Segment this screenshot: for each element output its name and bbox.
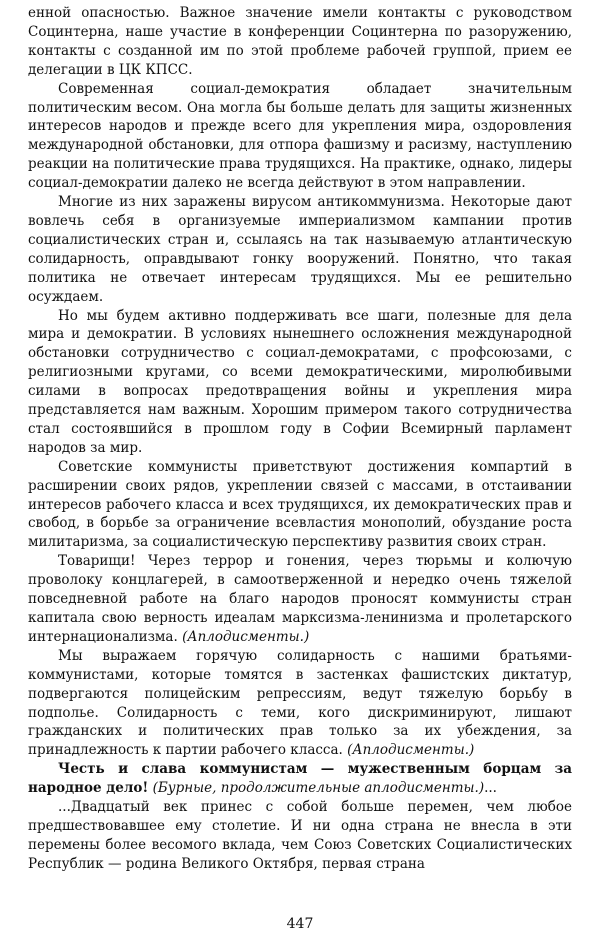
paragraph-text: Мы выражаем горячую солидарность с нашими братьями-коммунистами, которые томятся в застенках фашистских диктатур, подвергаются полицейским репрессиям, ведут тяжелую борьбу в подполье. Солидарность с теми, кого дискриминируют, лишают гражданских и политических прав только за их убеждения, за принадлежность к партии рабочего класса.	[28, 647, 572, 759]
paragraph-text: Товарищи! Через террор и гонения, через тюрьмы и колючую проволоку концлагерей, в самоотверженной и нередко очень тяжелой повседневной работе на благо народов проносят коммунисты стран капитала свою верность идеалам марксизма-ленинизма и пролетарского интернационализма.	[28, 553, 572, 645]
paragraph	[28, 760, 572, 798]
page-number: 447	[286, 916, 314, 932]
paragraph: ...Двадцатый век принес с собой больше перемен, чем любое предшествовавшее ему столетие. И ни одна страна не внесла в эти перемены более весомого вклада, чем Союз Советских Социалистических Республик — родина Великого Октября, первая страна	[28, 799, 572, 872]
paragraph: Советские коммунисты приветствуют достижения компартий в расширении своих рядов, укреплении связей с массами, в отстаивании интересов рабочего класса и всех трудящихся, их демократических прав и свобод, в борьбе за ограничение всевластия монополий, обуздание роста милитаризма, за социалистическую перспективу развития своих стран.	[28, 458, 572, 551]
paragraph: енной опасностью. Важное значение имели контакты с руководством Социнтерна, наше участие в конференции Социнтерна по разоружению, контакты с созданной им по этой проблеме рабочей группой, прием ее делегации в ЦК КПСС.	[28, 5, 572, 78]
body-text	[28, 4, 572, 874]
paragraph: Современная социал-демократия обладает значительным политическим весом. Она могла бы больше делать для защиты жизненных интересов народов и прежде всего для укрепления мира, оздоровления международной обстановки, для отпора фашизму и расизму, наступлению реакции на политические права трудящихся. На практике, однако, лидеры социал-демократии далеко не всегда действуют в этом направлении.	[28, 80, 572, 192]
paragraph	[28, 552, 572, 647]
applause-remark: (Аплодисменты.)	[182, 628, 310, 645]
applause-remark: (Бурные, продолжительные аплодисменты.)	[152, 780, 485, 797]
paragraph: Многие из них заражены вирусом антикоммунизма. Некоторые дают вовлечь себя в организуемые империализмом кампании против социалистических стран и, ссылаясь на так называемую атлантическую солидарность, оправдывают гонку вооружений. Понятно, что такая политика не отвечает интересам трудящихся. Мы ее решительно осуждаем.	[28, 194, 572, 305]
paragraph	[28, 647, 572, 760]
applause-remark: (Аплодисменты.)	[347, 742, 475, 759]
ellipsis: ...	[484, 780, 497, 797]
paragraph: Но мы будем активно поддерживать все шаги, полезные для дела мира и демократии. В условиях нынешнего осложнения международной обстановки сотрудничество с социал-демократами, с профсоюзами, с религиозными кругами, со всеми демократическими, миролюбивыми силами в вопросах предотвращения войны и укрепления мира представляется нам важным. Хорошим примером такого сотрудничества стал состоявшийся в прошлом году в Софии Всемирный парламент народов за мир.	[28, 307, 572, 456]
slogan-text: Честь и слава коммунистам — мужественным борцам за народное дело!	[28, 761, 572, 797]
